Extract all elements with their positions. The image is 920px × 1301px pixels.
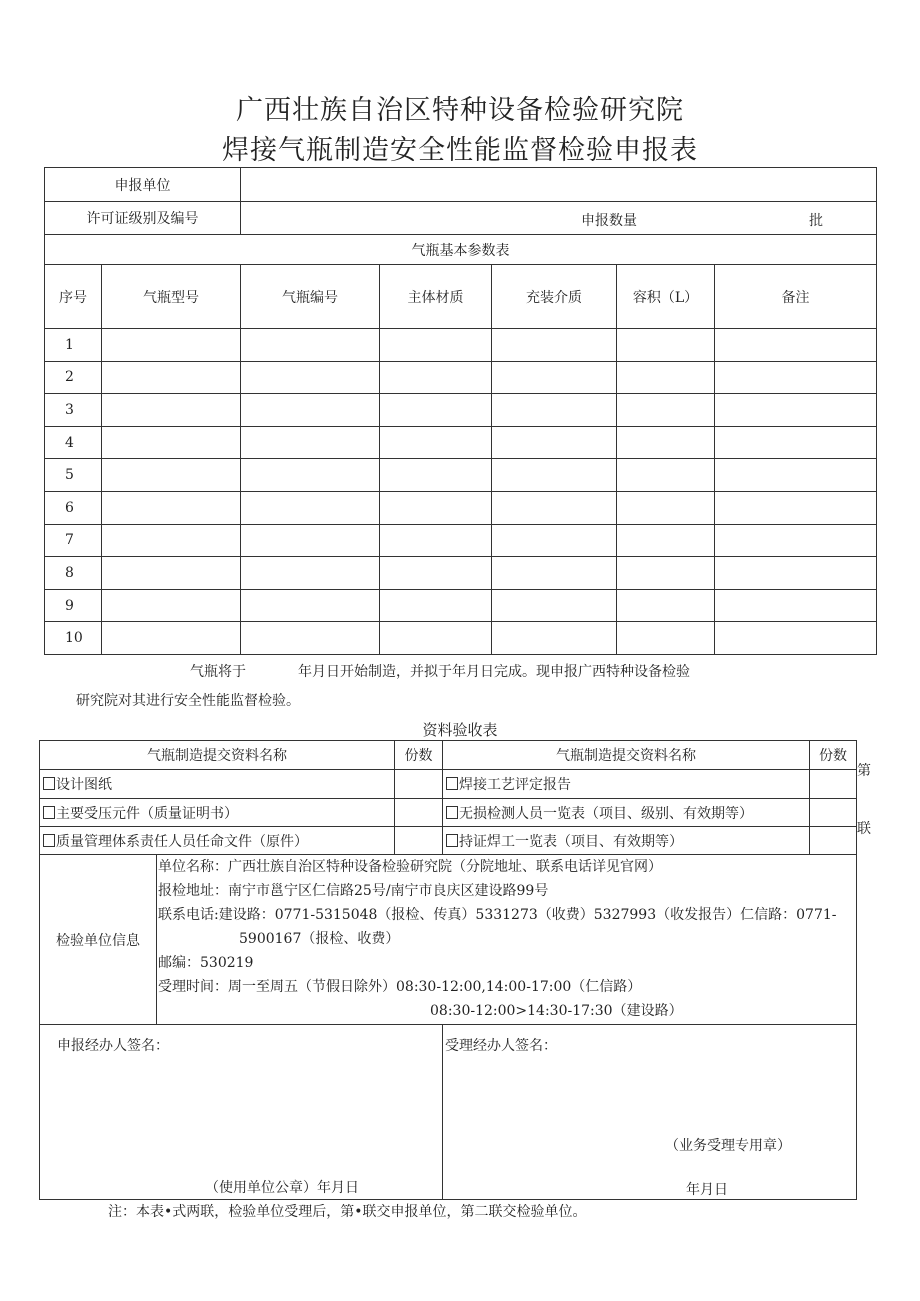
row-number: 5	[45, 459, 102, 492]
inspection-postcode: 邮编：530219	[158, 955, 254, 971]
doc-copies-input[interactable]	[395, 799, 443, 827]
param-cell-input[interactable]	[241, 491, 380, 524]
license-label: 许可证级别及编号	[45, 202, 241, 235]
param-cell-input[interactable]	[492, 361, 617, 394]
param-cell-input[interactable]	[241, 524, 380, 557]
doc-copies-input[interactable]	[810, 770, 857, 799]
row-number: 10	[45, 622, 102, 655]
param-cell-input[interactable]	[102, 361, 241, 394]
param-cell-input[interactable]	[715, 426, 877, 459]
param-cell-input[interactable]	[492, 557, 617, 590]
param-cell-input[interactable]	[492, 589, 617, 622]
row-number: 3	[45, 394, 102, 427]
param-cell-input[interactable]	[102, 557, 241, 590]
param-cell-input[interactable]	[715, 524, 877, 557]
param-cell-input[interactable]	[241, 329, 380, 362]
param-cell-input[interactable]	[492, 622, 617, 655]
doc-copies-input[interactable]	[810, 799, 857, 827]
inspection-phone-line1: 联系电话:建设路：0771-5315048（报检、传真）5331273（收费）5327993（收发报告）仁信路：0771-	[158, 907, 837, 923]
column-header: 序号	[45, 265, 102, 329]
param-cell-input[interactable]	[617, 589, 715, 622]
param-table-header	[45, 265, 877, 329]
column-header: 气瓶编号	[241, 265, 380, 329]
param-cell-input[interactable]	[380, 491, 492, 524]
row-number: 6	[45, 491, 102, 524]
docs-header-name-left: 气瓶制造提交资料名称	[40, 741, 395, 770]
param-table-row	[45, 589, 877, 622]
column-header: 容积（L）	[617, 265, 715, 329]
param-cell-input[interactable]	[380, 459, 492, 492]
column-header: 充装介质	[492, 265, 617, 329]
param-table-row	[45, 426, 877, 459]
inspection-address: 报检地址：南宁市邕宁区仁信路25号/南宁市良庆区建设路99号	[158, 883, 549, 899]
applicant-unit-label: 申报单位	[45, 168, 241, 202]
param-cell-input[interactable]	[715, 589, 877, 622]
param-cell-input[interactable]	[715, 557, 877, 590]
checkbox-icon[interactable]	[446, 834, 458, 847]
checkbox-icon[interactable]	[43, 777, 55, 790]
inspection-hours-line1: 受理时间：周一至周五（节假日除外）08:30-12:00,14:00-17:00（仁信路）	[158, 979, 642, 995]
title-line-1: 广西壮族自治区特种设备检验研究院	[236, 95, 684, 126]
param-cell-input[interactable]	[492, 491, 617, 524]
param-cell-input[interactable]	[380, 622, 492, 655]
param-cell-input[interactable]	[241, 361, 380, 394]
param-cell-input[interactable]	[617, 524, 715, 557]
copy-label-top: 第	[857, 763, 871, 779]
application-form-table	[44, 167, 877, 655]
footnote: 注：本表•式两联，检验单位受理后，第•联交申报单位，第二联交检验单位。	[108, 1204, 587, 1220]
doc-item-certified-welders[interactable]: 持证焊工一览表（项目、有效期等）	[443, 827, 810, 855]
inspection-hours-line2: 08:30-12:00>14:30-17:30（建设路）	[430, 1003, 683, 1019]
param-cell-input[interactable]	[102, 524, 241, 557]
doc-item-ndt-personnel[interactable]: 无损检测人员一览表（项目、级别、有效期等）	[443, 799, 810, 827]
applicant-signature-label: 申报经办人签名：	[57, 1038, 169, 1054]
applicant-seal-date: （使用单位公章）年月日	[205, 1180, 359, 1196]
param-cell-input[interactable]	[715, 361, 877, 394]
param-cell-input[interactable]	[102, 394, 241, 427]
param-cell-input[interactable]	[617, 329, 715, 362]
inspection-info-label: 检验单位信息	[40, 855, 157, 1025]
column-header: 主体材质	[380, 265, 492, 329]
param-table-row	[45, 329, 877, 362]
docs-table	[39, 740, 857, 1200]
doc-item-welding-procedure[interactable]: 焊接工艺评定报告	[443, 770, 810, 799]
row-number: 7	[45, 524, 102, 557]
row-number: 9	[45, 589, 102, 622]
license-and-quantity-cell[interactable]	[241, 202, 877, 235]
param-table-row	[45, 459, 877, 492]
param-cell-input[interactable]	[102, 459, 241, 492]
param-table-row	[45, 491, 877, 524]
quantity-label: 申报数量	[581, 213, 637, 229]
param-cell-input[interactable]	[715, 622, 877, 655]
param-cell-input[interactable]	[241, 459, 380, 492]
param-cell-input[interactable]	[617, 394, 715, 427]
param-cell-input[interactable]	[617, 557, 715, 590]
inspection-phone-line2: 5900167（报检、收费）	[239, 931, 400, 947]
param-cell-input[interactable]	[715, 459, 877, 492]
param-table-title: 气瓶基本参数表	[45, 235, 877, 265]
param-cell-input[interactable]	[380, 426, 492, 459]
doc-copies-input[interactable]	[395, 827, 443, 855]
column-header: 备注	[715, 265, 877, 329]
row-number: 4	[45, 426, 102, 459]
param-cell-input[interactable]	[102, 589, 241, 622]
batch-label: 批	[809, 213, 823, 229]
param-cell-input[interactable]	[102, 491, 241, 524]
param-table-row	[45, 361, 877, 394]
param-table-row	[45, 524, 877, 557]
statement-part3: 研究院对其进行安全性能监督检验。	[76, 693, 300, 709]
param-cell-input[interactable]	[715, 329, 877, 362]
param-cell-input[interactable]	[492, 459, 617, 492]
param-cell-input[interactable]	[241, 426, 380, 459]
param-table-row	[45, 622, 877, 655]
param-cell-input[interactable]	[241, 622, 380, 655]
param-cell-input[interactable]	[380, 394, 492, 427]
column-header: 气瓶型号	[102, 265, 241, 329]
param-cell-input[interactable]	[380, 589, 492, 622]
doc-item-design-drawings[interactable]: 设计图纸	[40, 770, 395, 799]
docs-header-name-right: 气瓶制造提交资料名称	[443, 741, 810, 770]
param-cell-input[interactable]	[715, 394, 877, 427]
docs-table-title: 资料验收表	[422, 721, 498, 739]
param-cell-input[interactable]	[715, 491, 877, 524]
checkbox-icon[interactable]	[43, 834, 55, 847]
copy-label-bottom: 联	[857, 821, 871, 837]
param-cell-input[interactable]	[617, 491, 715, 524]
checkbox-icon[interactable]	[446, 806, 458, 819]
docs-header-copies-right: 份数	[810, 741, 857, 770]
doc-item-pressure-components[interactable]: 主要受压元件（质量证明书）	[40, 799, 395, 827]
row-number: 1	[45, 329, 102, 362]
doc-copies-input[interactable]	[810, 827, 857, 855]
param-cell-input[interactable]	[492, 524, 617, 557]
receiver-signature-label: 受理经办人签名：	[445, 1038, 557, 1054]
param-cell-input[interactable]	[102, 426, 241, 459]
receiver-seal: （业务受理专用章）	[665, 1138, 791, 1154]
param-cell-input[interactable]	[617, 622, 715, 655]
param-cell-input[interactable]	[492, 329, 617, 362]
applicant-signature-cell[interactable]	[40, 1025, 443, 1200]
param-table-row	[45, 394, 877, 427]
doc-copies-input[interactable]	[395, 770, 443, 799]
title-line-2: 焊接气瓶制造安全性能监督检验申报表	[222, 135, 698, 166]
statement-part1: 气瓶将于	[190, 664, 246, 680]
row-number: 8	[45, 557, 102, 590]
doc-item-qms-appointment[interactable]: 质量管理体系责任人员任命文件（原件）	[40, 827, 395, 855]
statement-part2: 年月日开始制造，并拟于年月日完成。现申报广西特种设备检验	[298, 664, 690, 680]
param-cell-input[interactable]	[492, 426, 617, 459]
applicant-unit-input[interactable]	[241, 168, 877, 202]
param-cell-input[interactable]	[380, 329, 492, 362]
param-cell-input[interactable]	[492, 394, 617, 427]
docs-header-copies-left: 份数	[395, 741, 443, 770]
inspection-unit-name: 单位名称：广西壮族自治区特种设备检验研究院（分院地址、联系电话详见官网）	[158, 859, 662, 875]
param-cell-input[interactable]	[380, 361, 492, 394]
checkbox-icon[interactable]	[446, 777, 458, 790]
checkbox-icon[interactable]	[43, 806, 55, 819]
param-cell-input[interactable]	[617, 459, 715, 492]
param-cell-input[interactable]	[617, 361, 715, 394]
row-number: 2	[45, 361, 102, 394]
param-cell-input[interactable]	[241, 589, 380, 622]
param-cell-input[interactable]	[380, 557, 492, 590]
inspection-info-content	[157, 855, 857, 1025]
param-cell-input[interactable]	[617, 426, 715, 459]
receiver-date: 年月日	[686, 1182, 728, 1198]
param-cell-input[interactable]	[241, 557, 380, 590]
receiver-signature-cell[interactable]	[443, 1025, 857, 1200]
param-cell-input[interactable]	[102, 622, 241, 655]
param-table-row	[45, 557, 877, 590]
param-cell-input[interactable]	[102, 329, 241, 362]
param-cell-input[interactable]	[380, 524, 492, 557]
param-cell-input[interactable]	[241, 394, 380, 427]
